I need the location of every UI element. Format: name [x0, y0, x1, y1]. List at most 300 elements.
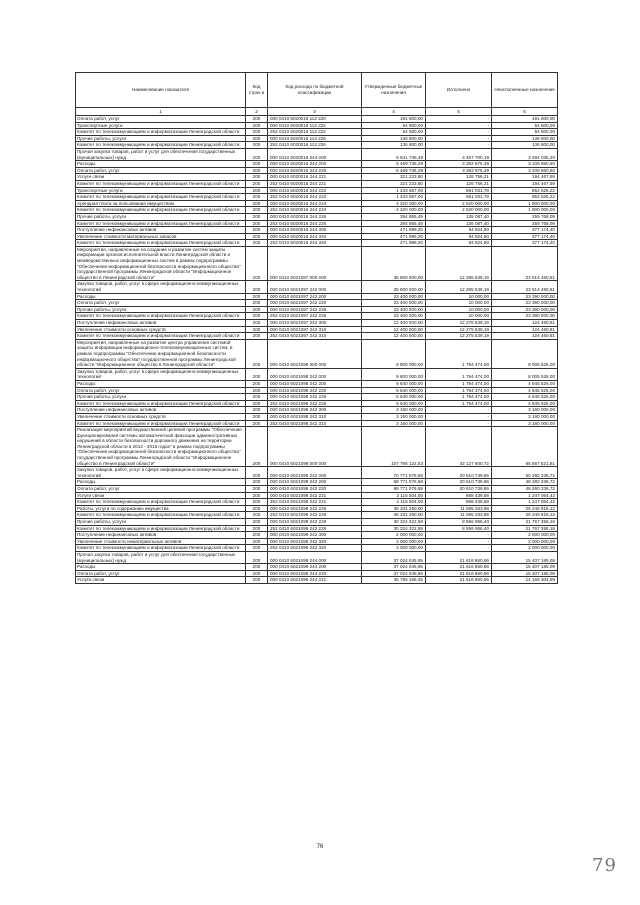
row-unexecuted: 852 625,22	[492, 187, 558, 194]
row-unexecuted: 23 514 460,81	[492, 246, 558, 281]
row-approved: 37 024 045,95	[362, 564, 426, 571]
row-approved: 12 400 000,00	[362, 333, 426, 340]
row-executed: 581 031,78	[426, 187, 492, 194]
row-executed: 12 285 539,19	[426, 281, 492, 293]
row-name: Поступление нефинансовых активов	[76, 532, 246, 539]
row-name: Расходы	[76, 564, 246, 571]
table-row	[76, 387, 558, 394]
row-budget-code: 000 0410 6021097 242 000	[268, 281, 362, 293]
table-row	[76, 233, 558, 240]
row-approved: 6 469 736,29	[362, 167, 426, 174]
row-executed: 8 556 966,40	[426, 525, 492, 532]
row-executed: 12 275 539,19	[426, 326, 492, 333]
row-executed: 1 794 474,00	[426, 400, 492, 407]
row-name: Прочие работы, услуги	[76, 394, 246, 401]
row-line-code: 200	[246, 519, 268, 526]
row-name: Увеличение стоимости основных средств	[76, 413, 246, 420]
row-executed: 11 085 333,88	[426, 512, 492, 519]
row-unexecuted: 25 245 916,12	[492, 512, 558, 519]
row-approved: 3 160 000,00	[362, 407, 426, 414]
row-approved: 1 433 657,00	[362, 187, 426, 194]
row-budget-code: 252 0410 6020016 244 224	[268, 207, 362, 214]
row-executed: 94 824,80	[426, 233, 492, 240]
row-approved: 12 400 000,00	[362, 326, 426, 333]
row-unexecuted: 8 005 526,00	[492, 339, 558, 368]
row-line-code: 200	[246, 167, 268, 174]
row-unexecuted: 54 800,00	[492, 122, 558, 129]
row-line-code: 200	[246, 122, 268, 129]
row-unexecuted: 65 667 521,81	[492, 427, 558, 467]
row-name: Оплата работ, услуг	[76, 387, 246, 394]
table-row	[76, 394, 558, 401]
table-row	[76, 122, 558, 129]
row-unexecuted: 23 390 000,00	[492, 306, 558, 313]
row-name: Закупка товаров, работ, услуг в сфере информационно-коммуникационных технологий	[76, 281, 246, 293]
row-unexecuted: 21 767 356,18	[492, 519, 558, 526]
row-approved: 23 400 000,00	[362, 293, 426, 300]
table-row	[76, 467, 558, 479]
table-header-row	[76, 73, 558, 108]
table-row	[76, 246, 558, 281]
row-unexecuted: 3 484 035,30	[492, 148, 558, 160]
row-approved: 136 800,00	[362, 142, 426, 149]
row-executed: 581 031,78	[426, 194, 492, 201]
row-name: Транспортные услуги	[76, 187, 246, 194]
row-unexecuted: 48 260 336,72	[492, 479, 558, 486]
row-name: Расходы	[76, 161, 246, 168]
row-budget-code: 000 0410 6021099 242 320	[268, 538, 362, 545]
table-row	[76, 200, 558, 207]
row-line-code: 200	[246, 213, 268, 220]
row-name: Мероприятия, направленные на развитие центра управления системой защиты информации информационно-телекоммуникационных систем, в рамках подпрограммы "Обеспечение информационной безопасности информационного общества" государственной программы Ленинградской области "Информационное общество в Ленинградской области"	[76, 339, 246, 368]
row-budget-code: 252 0410 6020016 112 222	[268, 129, 362, 136]
row-executed: 10 000,00	[426, 306, 492, 313]
table-row	[76, 420, 558, 427]
table-row	[76, 293, 558, 300]
row-line-code: 200	[246, 227, 268, 234]
table-row	[76, 300, 558, 307]
table-row	[76, 227, 558, 234]
table-row	[76, 167, 558, 174]
row-unexecuted: 259 768,09	[492, 220, 558, 227]
row-unexecuted: 194 467,59	[492, 180, 558, 187]
row-unexecuted: 4 845 526,00	[492, 387, 558, 394]
row-unexecuted: 23 390 000,00	[492, 300, 558, 307]
row-budget-code: 252 0410 6020016 244 221	[268, 180, 362, 187]
row-line-code: 200	[246, 142, 268, 149]
table-row	[76, 551, 558, 563]
row-budget-code: 000 0410 6021099 242 225	[268, 505, 362, 512]
row-line-code: 200	[246, 427, 268, 467]
row-name: Комитет по телекоммуникациям и информатизации Ленинградской области	[76, 129, 246, 136]
row-name: Поступление нефинансовых активов	[76, 227, 246, 234]
row-budget-code: 252 0410 6021099 242 320	[268, 545, 362, 552]
row-name: Услуги связи	[76, 492, 246, 499]
row-unexecuted: 4 845 526,00	[492, 394, 558, 401]
table-row	[76, 570, 558, 577]
row-budget-code: 000 0410 6020016 112 226	[268, 135, 362, 142]
row-executed: -	[426, 545, 492, 552]
row-budget-code: 000 0410 6020016 244 221	[268, 174, 362, 181]
table-row	[76, 479, 558, 486]
row-line-code: 200	[246, 413, 268, 420]
row-unexecuted: 136 800,00	[492, 142, 558, 149]
table-row	[76, 306, 558, 313]
row-name: Расходы	[76, 293, 246, 300]
row-unexecuted: 15 407 185,09	[492, 570, 558, 577]
row-budget-code: 252 0410 6020016 112 226	[268, 142, 362, 149]
header-executed: Исполнено	[426, 73, 492, 108]
handwritten-sheet-number: 79	[592, 855, 617, 876]
row-budget-code: 000 0410 6020016 244 226	[268, 213, 362, 220]
row-executed: 20 510 739,86	[426, 467, 492, 479]
row-executed: -	[426, 407, 492, 414]
table-row	[76, 220, 558, 227]
row-name: Прочие работы, услуги	[76, 519, 246, 526]
row-line-code: 200	[246, 570, 268, 577]
table-row	[76, 577, 558, 584]
row-approved: 6 640 000,00	[362, 400, 426, 407]
row-unexecuted: 1 247 064,42	[492, 499, 558, 506]
row-line-code: 200	[246, 525, 268, 532]
row-approved: 4 320 000,00	[362, 200, 426, 207]
row-unexecuted: 14 168 304,59	[492, 577, 558, 584]
table-row	[76, 135, 558, 142]
row-unexecuted: 21 767 356,18	[492, 525, 558, 532]
row-name: Расходы	[76, 479, 246, 486]
row-budget-code: 000 0410 6020016 112 220	[268, 116, 362, 123]
row-line-code: 200	[246, 339, 268, 368]
row-budget-code: 000 0410 6020016 244 220	[268, 167, 362, 174]
row-executed: 20 510 739,86	[426, 486, 492, 493]
row-line-code: 200	[246, 207, 268, 214]
table-row	[76, 240, 558, 247]
row-approved: 321 223,80	[362, 174, 426, 181]
row-approved: 54 800,00	[362, 129, 426, 136]
row-approved: 35 800 000,00	[362, 281, 426, 293]
row-approved: 37 024 045,95	[362, 570, 426, 577]
row-budget-code: 000 0410 6021099 244 220	[268, 570, 362, 577]
row-unexecuted: 194 467,59	[492, 174, 558, 181]
row-name: Увеличение стоимости материальных запасов	[76, 233, 246, 240]
row-unexecuted: 4 845 526,00	[492, 380, 558, 387]
row-name: Прочая закупка товаров, работ и услуг для обеспечения государственных (муниципальных) нужд	[76, 148, 246, 160]
row-executed: 1 794 474,00	[426, 380, 492, 387]
table-row	[76, 505, 558, 512]
row-approved: 30 324 322,58	[362, 525, 426, 532]
column-number: 3	[268, 108, 362, 116]
row-budget-code: 000 0410 6020016 244 200	[268, 161, 362, 168]
row-budget-code: 000 0410 6021098 242 300	[268, 407, 362, 414]
row-executed: 10 000,00	[426, 313, 492, 320]
row-executed: 21 616 860,86	[426, 564, 492, 571]
column-number: 2	[246, 108, 268, 116]
row-executed: 126 756,21	[426, 174, 492, 181]
row-line-code: 200	[246, 333, 268, 340]
row-budget-code: 000 0410 6021099 242 000	[268, 467, 362, 479]
row-name: Комитет по телекоммуникациям и информатизации Ленинградской области	[76, 512, 246, 519]
row-unexecuted: 23 390 000,00	[492, 293, 558, 300]
row-budget-code: 252 0410 6021099 242 226	[268, 525, 362, 532]
row-name: Комитет по телекоммуникациям и информатизации Ленинградской области	[76, 333, 246, 340]
row-line-code: 200	[246, 499, 268, 506]
row-unexecuted: 1 800 000,00	[492, 207, 558, 214]
row-budget-code: 252 0410 6020016 244 226	[268, 220, 362, 227]
row-executed: 20 510 739,86	[426, 479, 492, 486]
row-executed: -	[426, 116, 492, 123]
row-name: Прочие работы, услуги	[76, 135, 246, 142]
row-name: Увеличение стоимости нематериальных активов	[76, 538, 246, 545]
row-line-code: 200	[246, 407, 268, 414]
row-name: Комитет по телекоммуникациям и информатизации Ленинградской области	[76, 313, 246, 320]
row-executed: 10 000,00	[426, 300, 492, 307]
row-unexecuted: 54 800,00	[492, 129, 558, 136]
row-line-code: 200	[246, 306, 268, 313]
row-approved: 35 785 165,45	[362, 577, 426, 584]
row-approved: 394 855,49	[362, 213, 426, 220]
row-unexecuted: 377 174,40	[492, 227, 558, 234]
report-sheet	[75, 72, 557, 584]
row-budget-code: 000 0410 6021097 242 310	[268, 326, 362, 333]
row-unexecuted: 136 800,00	[492, 135, 558, 142]
row-line-code: 200	[246, 200, 268, 207]
table-row	[76, 499, 558, 506]
table-row	[76, 333, 558, 340]
table-row	[76, 525, 558, 532]
row-executed: 135 087,40	[426, 220, 492, 227]
row-executed: -	[426, 129, 492, 136]
row-unexecuted: 1 247 064,42	[492, 492, 558, 499]
row-line-code: 200	[246, 129, 268, 136]
row-line-code: 200	[246, 194, 268, 201]
row-name: Оплата работ, услуг	[76, 167, 246, 174]
row-unexecuted: 3 160 000,00	[492, 407, 558, 414]
table-row	[76, 161, 558, 168]
row-approved: 6 469 736,29	[362, 161, 426, 168]
row-line-code: 200	[246, 505, 268, 512]
row-budget-code: 000 0410 6021099 242 300	[268, 532, 362, 539]
row-approved: 471 999,20	[362, 233, 426, 240]
row-approved: 23 400 000,00	[362, 300, 426, 307]
row-executed: 3 362 875,39	[426, 167, 492, 174]
row-line-code: 200	[246, 281, 268, 293]
row-line-code: 200	[246, 512, 268, 519]
budget-table	[75, 72, 558, 584]
row-line-code: 200	[246, 161, 268, 168]
row-name: Прочие работы, услуги	[76, 306, 246, 313]
row-budget-code: 000 0410 6021097 242 220	[268, 300, 362, 307]
row-approved: 2 000 000,00	[362, 538, 426, 545]
row-budget-code: 000 0410 6021099 244 000	[268, 551, 362, 563]
row-budget-code: 000 0410 6021098 242 000	[268, 368, 362, 380]
row-unexecuted: 23 514 460,81	[492, 281, 558, 293]
table-row	[76, 281, 558, 293]
row-executed: 2 520 000,00	[426, 207, 492, 214]
row-approved: 70 771 076,58	[362, 467, 426, 479]
row-name: Работы, услуги по содержанию имущества	[76, 505, 246, 512]
row-unexecuted: 4 845 526,00	[492, 400, 558, 407]
row-unexecuted: 25 245 916,12	[492, 505, 558, 512]
table-row	[76, 116, 558, 123]
row-unexecuted: 2 000 000,00	[492, 545, 558, 552]
row-name: Комитет по телекоммуникациям и информатизации Ленинградской области	[76, 525, 246, 532]
row-name: Оплата работ, услуг	[76, 570, 246, 577]
table-row	[76, 148, 558, 160]
row-executed: 94 824,80	[426, 227, 492, 234]
row-budget-code: 000 0410 6021097 242 200	[268, 293, 362, 300]
row-executed: 1 794 474,00	[426, 387, 492, 394]
row-budget-code: 252 0410 6021097 242 226	[268, 313, 362, 320]
table-row	[76, 368, 558, 380]
row-approved: 191 600,00	[362, 116, 426, 123]
row-approved: 2 115 504,00	[362, 499, 426, 506]
row-executed: -	[426, 413, 492, 420]
row-line-code: 200	[246, 135, 268, 142]
row-name: Прочие работы, услуги	[76, 213, 246, 220]
row-unexecuted: 3 106 860,90	[492, 167, 558, 174]
row-budget-code: 000 0410 6020016 244 224	[268, 200, 362, 207]
row-unexecuted: 8 005 526,00	[492, 368, 558, 380]
row-approved: 321 223,80	[362, 180, 426, 187]
table-row	[76, 519, 558, 526]
row-executed: 3 362 875,39	[426, 161, 492, 168]
row-line-code: 200	[246, 368, 268, 380]
row-budget-code: 000 0410 6020016 244 300	[268, 227, 362, 234]
row-executed: 21 616 860,86	[426, 570, 492, 577]
row-line-code: 200	[246, 387, 268, 394]
row-approved: 54 800,00	[362, 122, 426, 129]
header-budget-code: Код расхода по бюджетной классификации	[268, 73, 362, 108]
row-line-code: 200	[246, 492, 268, 499]
table-row	[76, 380, 558, 387]
row-approved: 4 320 000,00	[362, 207, 426, 214]
row-name: Арендная плата за пользование имуществом	[76, 200, 246, 207]
row-approved: 23 400 000,00	[362, 313, 426, 320]
table-row	[76, 413, 558, 420]
row-unexecuted: 191 600,00	[492, 116, 558, 123]
row-name: Закупка товаров, работ, услуг в сфере информационно-коммуникационных технологий	[76, 467, 246, 479]
row-line-code: 200	[246, 174, 268, 181]
row-budget-code: 252 0410 6020016 244 340	[268, 240, 362, 247]
row-executed: 21 616 860,86	[426, 551, 492, 563]
row-name: Комитет по телекоммуникациям и информатизации Ленинградской области	[76, 545, 246, 552]
row-executed: -	[426, 538, 492, 545]
row-unexecuted: 15 407 185,09	[492, 564, 558, 571]
row-line-code: 200	[246, 233, 268, 240]
row-unexecuted: 15 407 185,09	[492, 551, 558, 563]
table-row	[76, 213, 558, 220]
table-row	[76, 427, 558, 467]
row-name: Реализация мероприятий ведомственной целевой программы "Обеспечение функционирования системы автоматической фиксации административных нарушений в области безопасности дорожного движения на территории Ленинградской области в 2014 - 2016 годах" в рамках подпрограммы "Обеспечение информационной безопасности информационного общества" государственной программы Ленинградской области "Информационное общество в Ленинградской области"	[76, 427, 246, 467]
row-budget-code: 252 0410 6021097 242 310	[268, 333, 362, 340]
row-executed: 1 794 474,00	[426, 394, 492, 401]
row-line-code: 200	[246, 479, 268, 486]
header-approved: Утвержденные бюджетные назначения	[362, 73, 426, 108]
row-executed: -	[426, 135, 492, 142]
row-line-code: 200	[246, 320, 268, 327]
row-approved: 2 000 000,00	[362, 532, 426, 539]
row-approved: 471 999,20	[362, 227, 426, 234]
column-number: 1	[76, 108, 246, 116]
row-name: Закупка товаров, работ, услуг в сфере информационно-коммуникационных технологий	[76, 368, 246, 380]
row-name: Услуги связи	[76, 174, 246, 181]
row-approved: 37 024 045,95	[362, 551, 426, 563]
row-name: Поступление нефинансовых активов	[76, 320, 246, 327]
table-row	[76, 313, 558, 320]
row-executed: 868 439,58	[426, 492, 492, 499]
row-approved: 23 400 000,00	[362, 306, 426, 313]
row-unexecuted: 259 768,09	[492, 213, 558, 220]
row-executed: 42 127 600,72	[426, 427, 492, 467]
table-row	[76, 339, 558, 368]
row-approved: 3 160 000,00	[362, 420, 426, 427]
row-budget-code: 252 0410 6021098 242 310	[268, 420, 362, 427]
row-approved: 2 115 504,00	[362, 492, 426, 499]
table-row	[76, 564, 558, 571]
row-unexecuted: 2 000 000,00	[492, 532, 558, 539]
row-name: Прочая закупка товаров, работ и услуг для обеспечения государственных (муниципальных) нужд	[76, 551, 246, 563]
row-budget-code: 000 0410 6021097 000 000	[268, 246, 362, 281]
table-row	[76, 492, 558, 499]
row-executed: -	[426, 142, 492, 149]
row-approved: 471 999,20	[362, 240, 426, 247]
row-approved: 12 400 000,00	[362, 320, 426, 327]
row-unexecuted: 1 800 000,00	[492, 200, 558, 207]
column-number-row	[76, 108, 558, 116]
table-row	[76, 326, 558, 333]
row-unexecuted: 50 260 336,72	[492, 467, 558, 479]
header-indicator-name: Наименование показателя	[76, 73, 246, 108]
table-row	[76, 532, 558, 539]
row-line-code: 200	[246, 326, 268, 333]
row-approved: 36 331 250,00	[362, 505, 426, 512]
row-name: Оплата работ, услуг	[76, 116, 246, 123]
row-line-code: 200	[246, 313, 268, 320]
row-approved: 35 800 000,00	[362, 246, 426, 281]
row-executed: 11 085 333,88	[426, 505, 492, 512]
row-approved: 107 795 122,53	[362, 427, 426, 467]
row-budget-code: 252 0410 6020016 244 222	[268, 194, 362, 201]
row-name: Расходы	[76, 380, 246, 387]
row-unexecuted: 3 106 860,90	[492, 161, 558, 168]
row-budget-code: 000 0410 6021097 242 226	[268, 306, 362, 313]
row-name: Комитет по телекоммуникациям и информатизации Ленинградской области	[76, 142, 246, 149]
row-name: Мероприятия, направленные на создание и развитие систем защиты информации органов исполнительной власти Ленинградской области и межведомственных информационных систем в рамках подпрограммы "Обеспечение информационной безопасности информационного общества" государственной программы Ленинградской области "Информационное общество в Ленинградской области"	[76, 246, 246, 281]
row-approved: 394 855,49	[362, 220, 426, 227]
row-budget-code: 000 0410 6020016 244 222	[268, 187, 362, 194]
row-approved: 1 433 657,00	[362, 194, 426, 201]
row-approved: 36 331 250,00	[362, 512, 426, 519]
row-budget-code: 000 0410 6021099 242 221	[268, 492, 362, 499]
column-number: 5	[426, 108, 492, 116]
row-executed: 2 520 000,00	[426, 200, 492, 207]
row-line-code: 200	[246, 240, 268, 247]
table-row	[76, 187, 558, 194]
row-executed: -	[426, 122, 492, 129]
table-row	[76, 180, 558, 187]
row-executed: 94 824,80	[426, 240, 492, 247]
row-budget-code: 000 0410 6021098 242 200	[268, 380, 362, 387]
table-row	[76, 400, 558, 407]
row-budget-code: 252 0410 6021099 242 221	[268, 499, 362, 506]
row-budget-code: 000 0410 6020016 244 340	[268, 233, 362, 240]
row-executed: -	[426, 532, 492, 539]
row-name: Комитет по телекоммуникациям и информатизации Ленинградской области	[76, 420, 246, 427]
row-budget-code: 252 0410 6021098 242 226	[268, 400, 362, 407]
row-approved: 2 000 000,00	[362, 545, 426, 552]
column-number: 6	[492, 108, 558, 116]
row-name: Транспортные услуги	[76, 122, 246, 129]
